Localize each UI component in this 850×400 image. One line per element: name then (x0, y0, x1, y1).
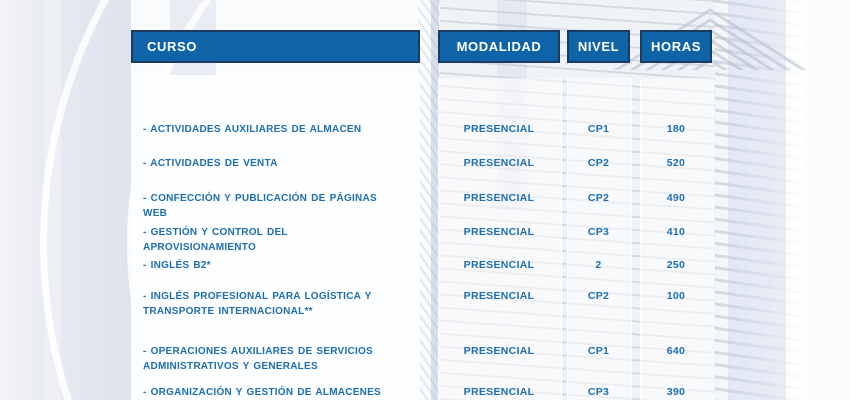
course-nivel: CP1 (587, 123, 610, 135)
course-modalidad: PRESENCIAL (463, 192, 535, 204)
column-header-horas: HORAS (640, 30, 712, 63)
course-horas: 390 (666, 386, 686, 398)
table-row (131, 258, 712, 273)
course-horas: 410 (666, 226, 686, 238)
table-row (131, 225, 712, 255)
course-modalidad: PRESENCIAL (463, 386, 535, 398)
course-name: - ACTIVIDADES DE VENTA (143, 158, 278, 169)
course-nivel: CP2 (587, 192, 610, 204)
column-header-nivel: NIVEL (567, 30, 630, 63)
course-modalidad: PRESENCIAL (463, 290, 535, 302)
course-name: - ACTIVIDADES AUXILIARES DE ALMACEN (143, 124, 362, 135)
course-name: - OPERACIONES AUXILIARES DE SERVICIOS ADMINISTRATIVOS Y GENERALES (143, 346, 373, 372)
course-modalidad: PRESENCIAL (463, 123, 535, 135)
table-row (131, 385, 712, 400)
course-name: - GESTIÓN Y CONTROL DEL APROVISIONAMIENTO (143, 227, 288, 253)
course-horas: 640 (666, 345, 686, 357)
table-row (131, 344, 712, 374)
course-name: - CONFECCIÓN Y PUBLICACIÓN DE PÁGINAS WEB (143, 193, 377, 219)
table-row (131, 122, 712, 137)
course-horas: 100 (666, 290, 686, 302)
course-modalidad: PRESENCIAL (463, 345, 535, 357)
course-modalidad: PRESENCIAL (463, 226, 535, 238)
course-nivel: CP2 (587, 290, 610, 302)
course-horas: 250 (666, 259, 686, 271)
course-horas: 520 (666, 157, 686, 169)
table-row (131, 289, 712, 319)
column-header-modalidad: MODALIDAD (438, 30, 560, 63)
table-rows (131, 0, 712, 400)
course-name: - ORGANIZACIÓN Y GESTIÓN DE ALMACENES (143, 387, 381, 398)
table-row (131, 156, 712, 171)
course-nivel: CP2 (587, 157, 610, 169)
course-name: - INGLÉS B2* (143, 260, 211, 271)
course-modalidad: PRESENCIAL (463, 157, 535, 169)
course-nivel: CP3 (587, 226, 610, 238)
column-header-curso: CURSO (131, 30, 420, 63)
course-horas: 180 (666, 123, 686, 135)
table-row (131, 191, 712, 221)
course-name: - INGLÉS PROFESIONAL PARA LOGÍSTICA Y TRANSPORTE INTERNACIONAL** (143, 291, 372, 317)
course-modalidad: PRESENCIAL (463, 259, 535, 271)
course-nivel: CP3 (587, 386, 610, 398)
course-horas: 490 (666, 192, 686, 204)
course-nivel: CP1 (587, 345, 610, 357)
course-nivel: 2 (595, 259, 602, 271)
